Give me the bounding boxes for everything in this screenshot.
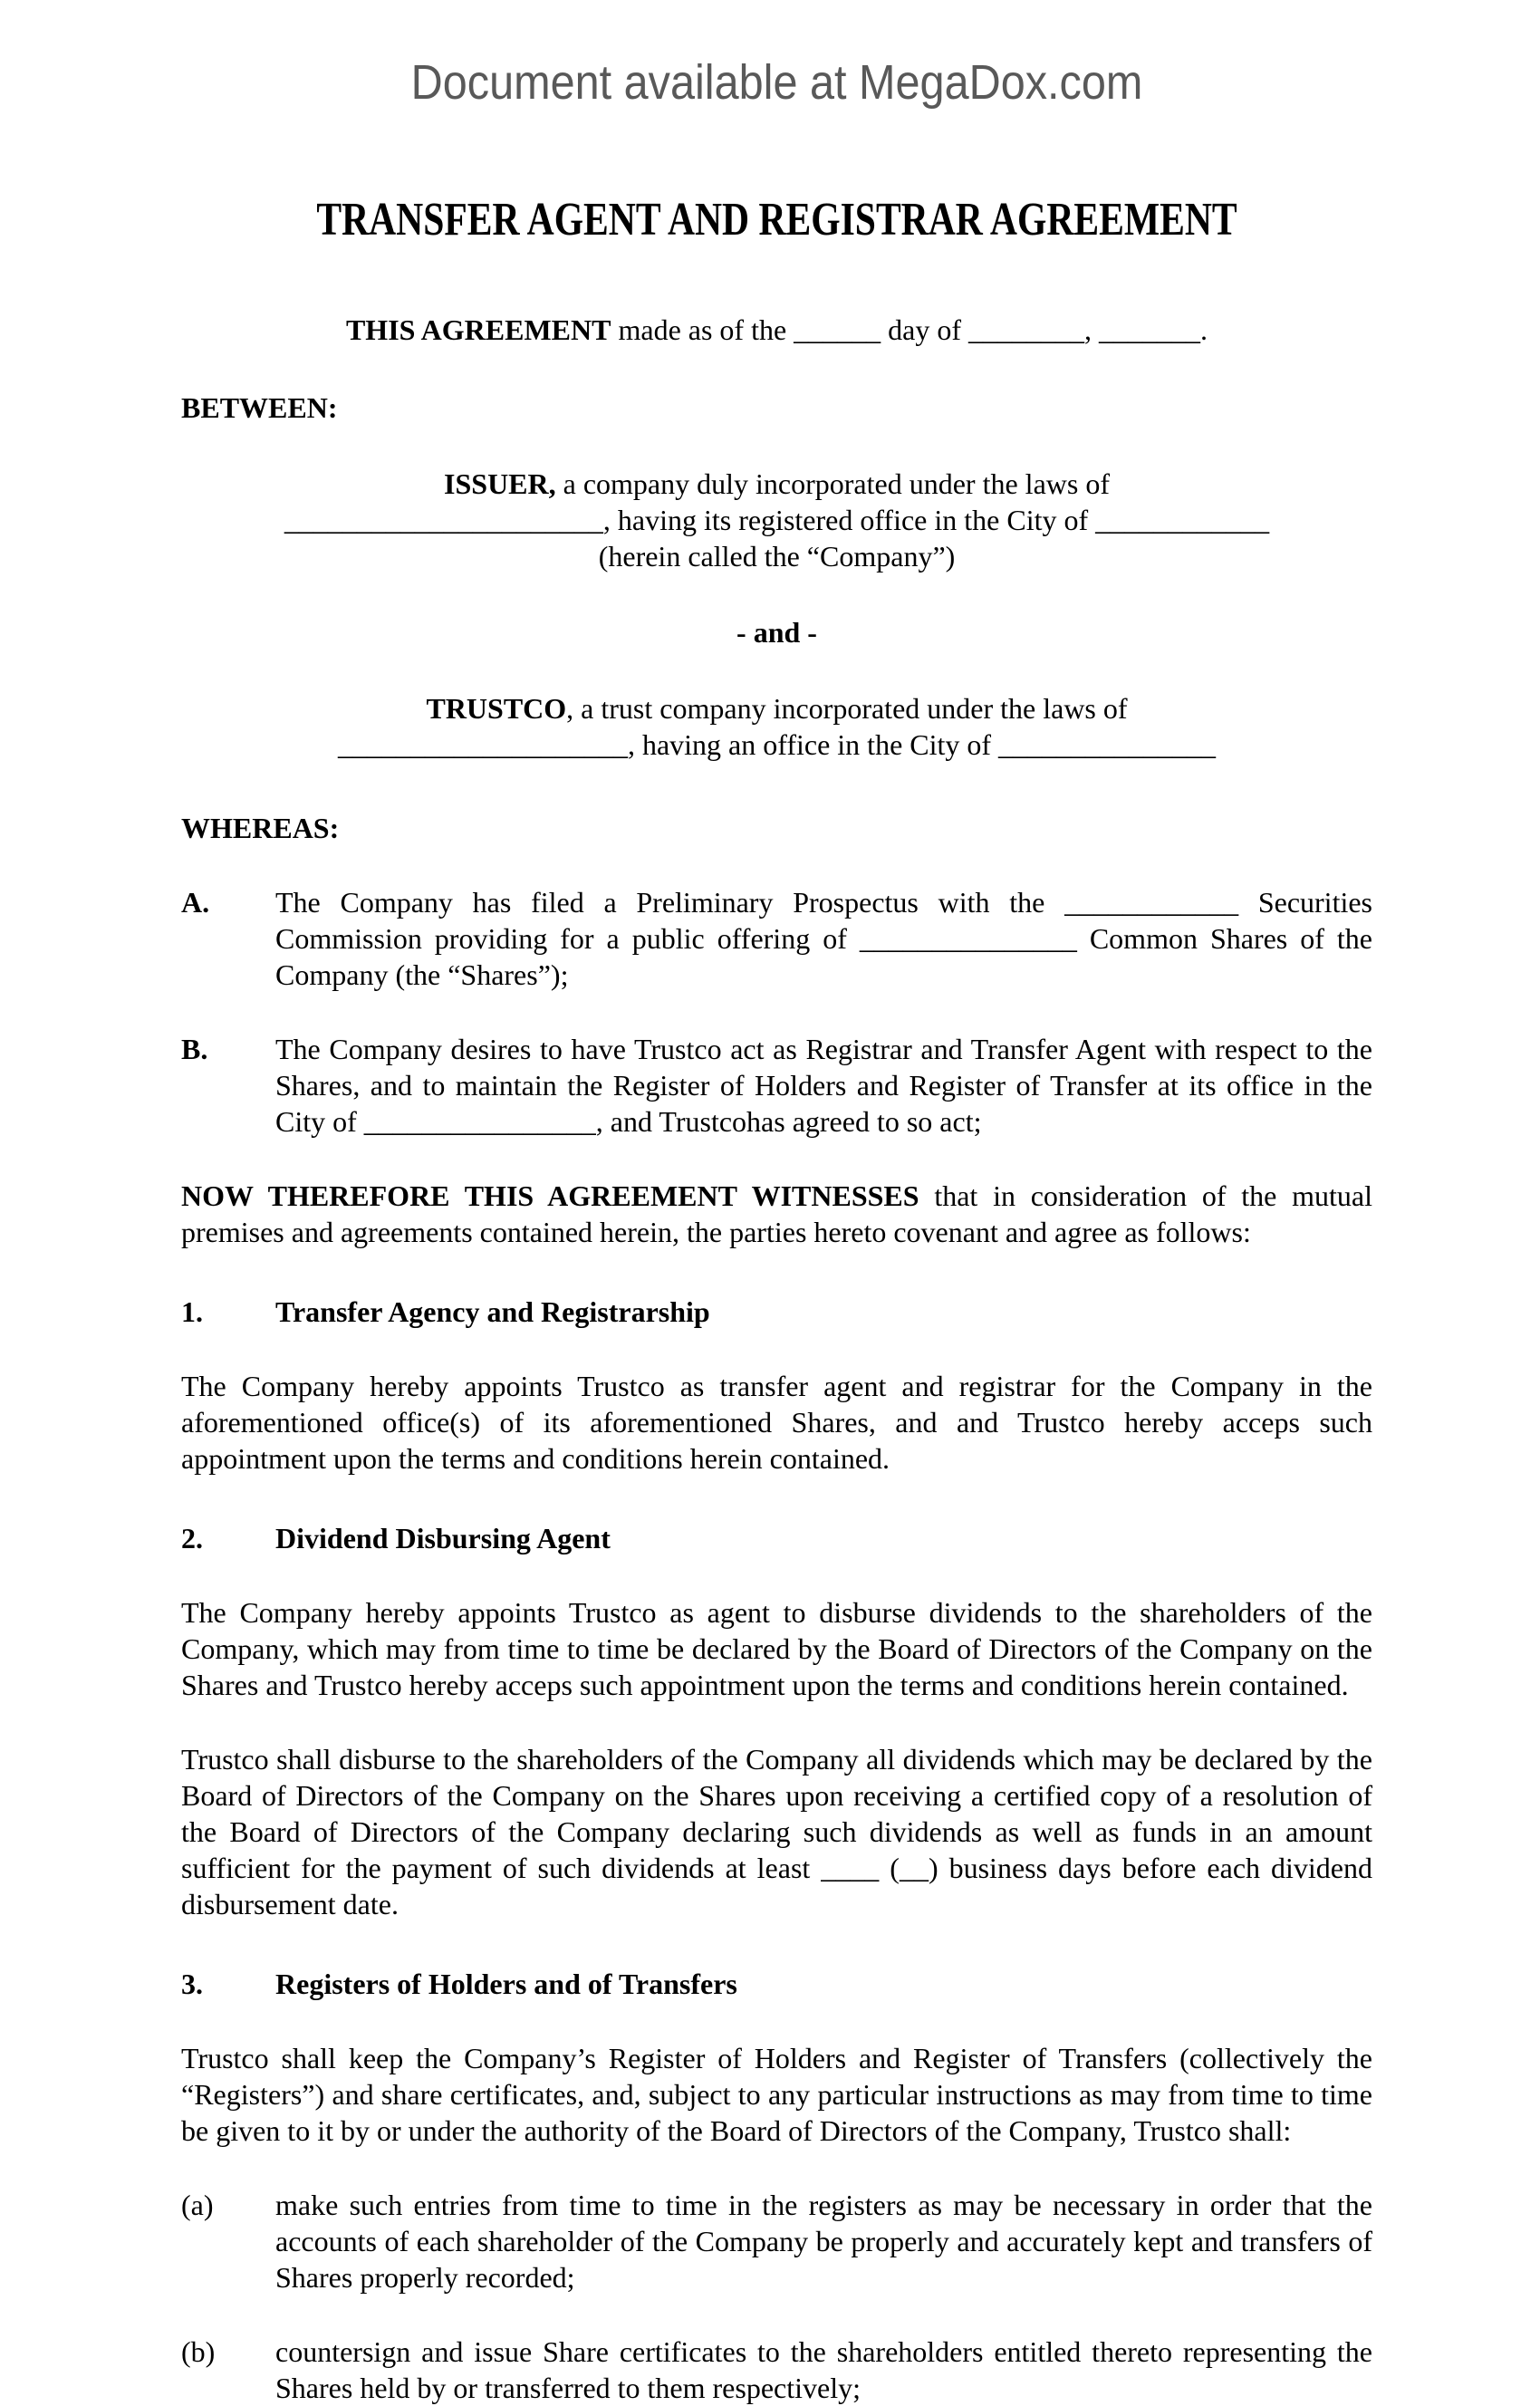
section-3-number: 3. [181, 1968, 203, 2000]
trustco-party-block [181, 690, 1372, 763]
section-2-paragraph-1: The Company hereby appoints Trustco as agent to disburse dividends to the shareholders of the Company, which may from time to time be declared by the Board of Directors of the Company on the Shares and Trustco hereby acceps such appointment upon the terms and conditions herein contained. [181, 1596, 1372, 1701]
whereas-item-b-label: B. [181, 1033, 208, 1065]
section-3-paragraph-1: Trustco shall keep the Company’s Register of Holders and Register of Transfers (collectively the “Registers”) and share certificates, and, subject to any particular instructions as may from time to time be given to it by or under the authority of the Board of Directors of the Company, Trustco shall: [181, 2042, 1372, 2147]
now-therefore-paragraph [181, 1178, 1372, 1250]
section-3-item-a-text: make such entries from time to time in the registers as may be necessary in order that the accounts of each shareholder of the Company be properly and accurately kept and transfers of Shares properly recorded; [275, 2189, 1372, 2294]
trustco-line-1-rest: , a trust company incorporated under the laws of [566, 692, 1128, 725]
section-1-title: Transfer Agency and Registrarship [275, 1295, 710, 1328]
issuer-line-1-rest: a company duly incorporated under the laws of [555, 467, 1110, 500]
section-3-item-a [181, 2187, 1372, 2295]
agreement-rest: made as of the ______ day of ________, _______. [611, 313, 1208, 346]
section-1-heading [181, 1294, 1372, 1330]
issuer-line-2: ______________________, having its registered office in the City of ____________ [284, 504, 1270, 536]
now-therefore-rest: that in consideration of the mutual premises and agreements contained herein, the parties hereto covenant and agree as follows: [181, 1179, 1372, 1248]
agreement-opening-line [181, 312, 1372, 348]
whereas-item-a-text: The Company has filed a Preliminary Prospectus with the ____________ Securities Commission providing for a public offering of _______________ Common Shares of the Company (the “Shares”); [275, 886, 1372, 991]
and-separator: - and - [736, 616, 817, 649]
agreement-lead: THIS AGREEMENT [345, 313, 611, 346]
section-3-item-a-label: (a) [181, 2189, 214, 2221]
section-2-number: 2. [181, 1522, 203, 1554]
section-1-paragraph-1: The Company hereby appoints Trustco as transfer agent and registrar for the Company in the aforementioned office(s) of its aforementioned Shares, and and Trustco hereby acceps such appointment upon the terms and conditions herein contained. [181, 1370, 1372, 1475]
section-2-heading [181, 1520, 1372, 1556]
whereas-item-b-text: The Company desires to have Trustco act as Registrar and Transfer Agent with respect to the Shares, and to maintain the Register of Holders and Register of Transfer at its office in the City of ________________, and Trustcohas agreed to so act; [275, 1033, 1372, 1138]
whereas-heading: WHEREAS: [181, 812, 340, 844]
watermark-text: Document available at MegaDox.com [410, 55, 1143, 110]
section-3-heading [181, 1966, 1372, 2002]
section-3-title: Registers of Holders and of Transfers [275, 1968, 737, 2000]
section-2-title: Dividend Disbursing Agent [275, 1522, 611, 1554]
now-therefore-lead: NOW THEREFORE THIS AGREEMENT WITNESSES [181, 1179, 919, 1212]
whereas-item-a-label: A. [181, 886, 210, 919]
section-3-item-b-text: countersign and issue Share certificates to the shareholders entitled thereto representing the Shares held by or transferred to them respectively; [275, 2335, 1372, 2404]
between-heading: BETWEEN: [181, 391, 338, 424]
document-title: TRANSFER AGENT AND REGISTRAR AGREEMENT [316, 194, 1237, 245]
trustco-line-1 [181, 690, 1372, 727]
section-3-item-b [181, 2334, 1372, 2406]
issuer-name: ISSUER, [444, 467, 556, 500]
section-1-number: 1. [181, 1295, 203, 1328]
issuer-line-1 [181, 466, 1372, 502]
issuer-line-3: (herein called the “Company”) [598, 540, 956, 573]
whereas-item-b [181, 1031, 1372, 1140]
trustco-line-2: ____________________, having an office in the City of _______________ [337, 728, 1217, 761]
whereas-item-a [181, 884, 1372, 993]
issuer-party-block [181, 466, 1372, 574]
trustco-name: TRUSTCO [426, 692, 567, 725]
section-2-paragraph-2: Trustco shall disburse to the shareholders of the Company all dividends which may be declared by the Board of Directors of the Company on the Shares upon receiving a certified copy of a resolution of the Board of Directors of the Company declaring such dividends as well as funds in an amount sufficient for the payment of such dividends at least ____ (__) business days before each dividend disbursement date. [181, 1743, 1372, 1920]
section-3-item-b-label: (b) [181, 2335, 216, 2368]
